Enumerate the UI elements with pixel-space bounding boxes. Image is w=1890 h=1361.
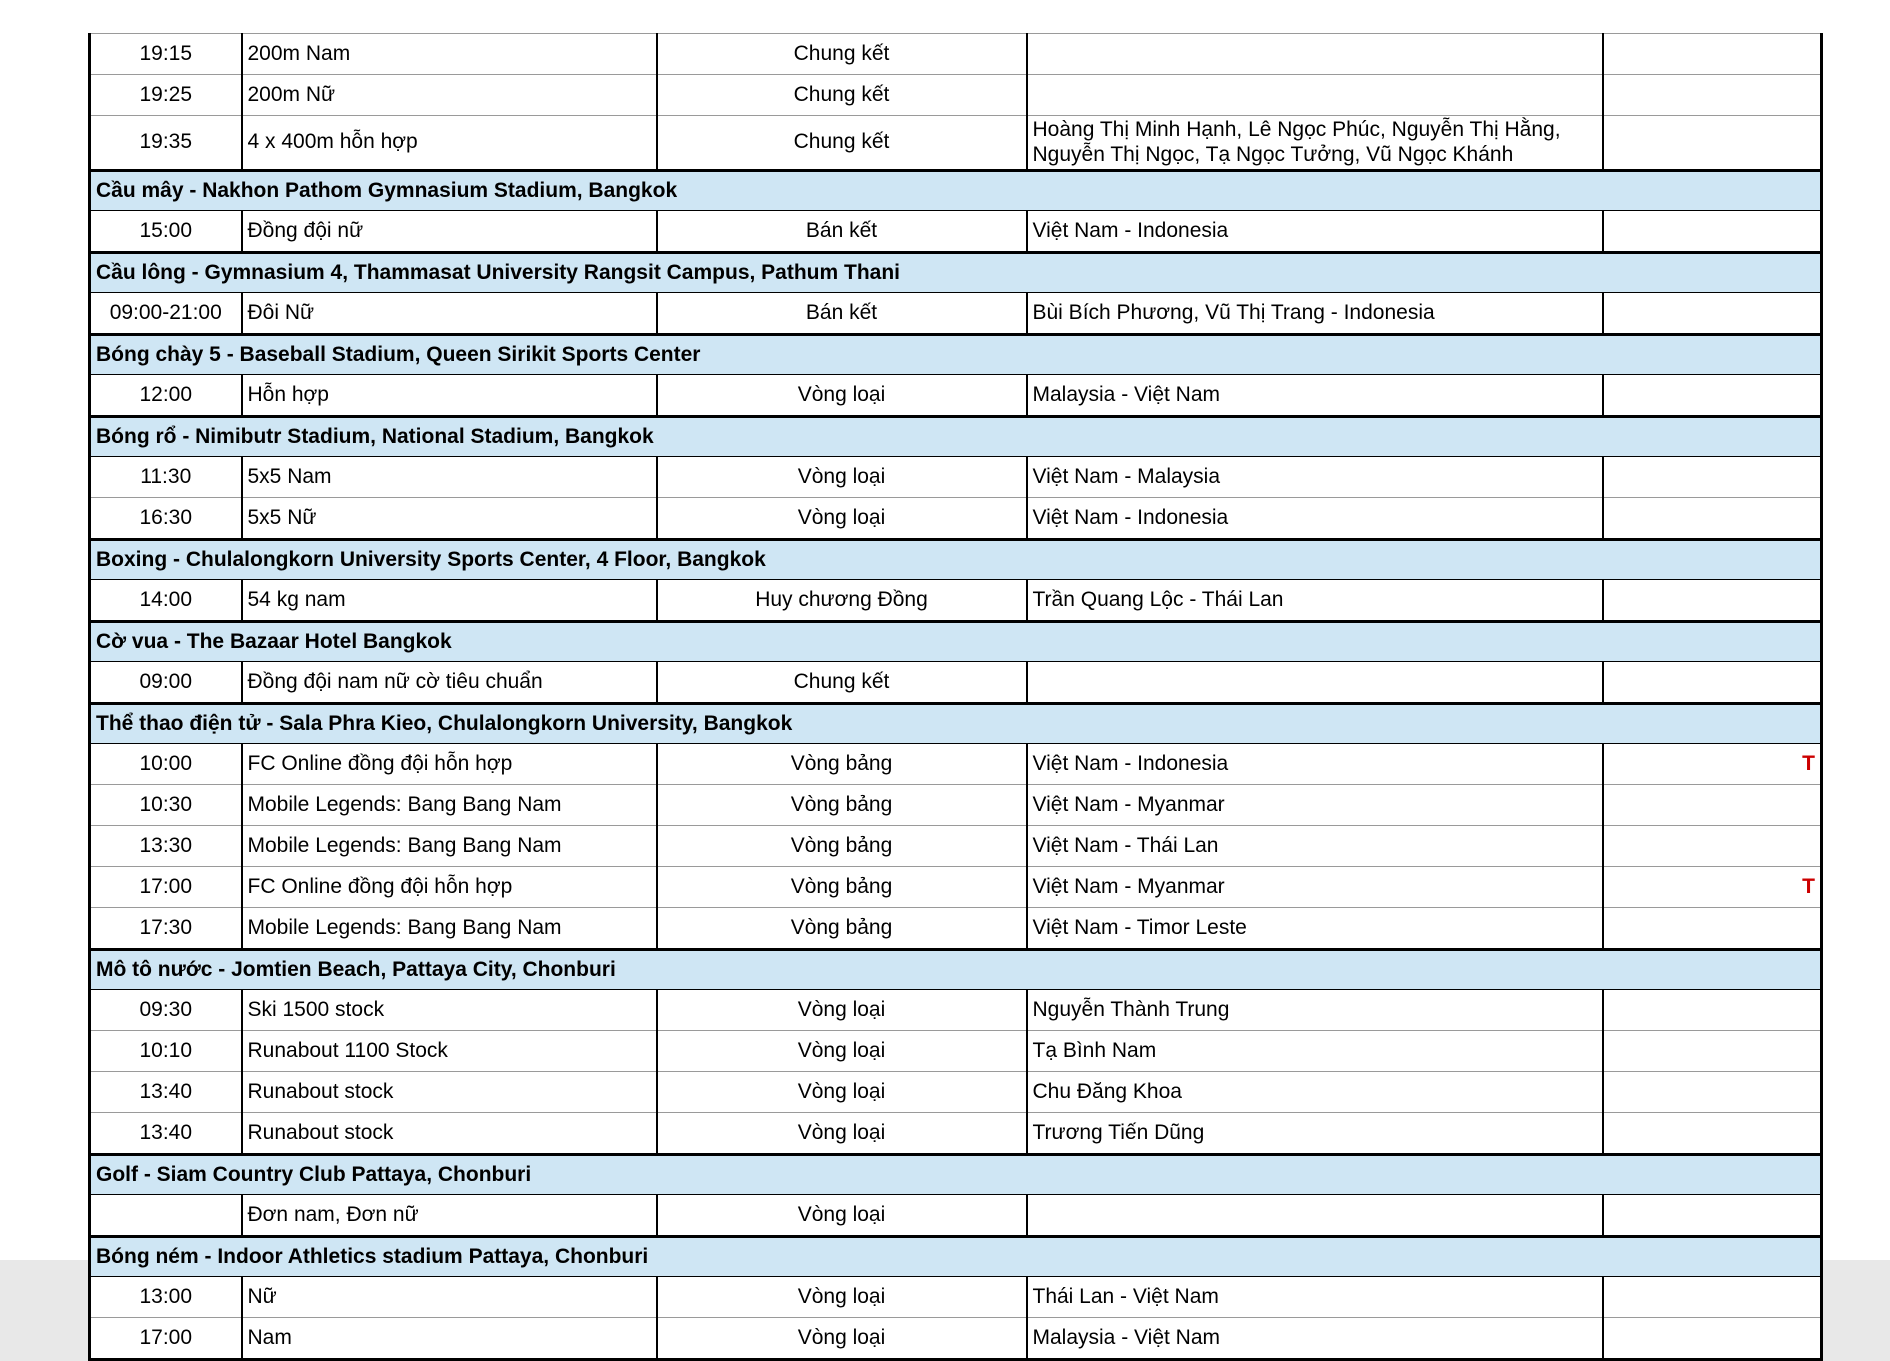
- time-cell: 12:00: [90, 375, 242, 417]
- schedule-row: [90, 457, 1822, 498]
- schedule-row: [90, 744, 1822, 785]
- schedule-row: [90, 662, 1822, 704]
- round-cell: Vòng bảng: [657, 867, 1027, 908]
- schedule-row: [90, 34, 1822, 75]
- venue-header-label: Cờ vua - The Bazaar Hotel Bangkok: [90, 622, 1822, 662]
- note-flag-cell: [1603, 1031, 1822, 1072]
- round-cell: Vòng loại: [657, 1318, 1027, 1360]
- note-flag-cell: [1603, 498, 1822, 540]
- note-flag-cell: [1603, 580, 1822, 622]
- note-flag-cell: [1603, 1318, 1822, 1360]
- schedule-row: [90, 75, 1822, 116]
- schedule-table: [88, 33, 1823, 1361]
- participants-cell: Nguyễn Thành Trung: [1027, 990, 1603, 1031]
- schedule-row: [90, 826, 1822, 867]
- participants-cell: Tạ Bình Nam: [1027, 1031, 1603, 1072]
- event-cell: Ski 1500 stock: [242, 990, 657, 1031]
- venue-header-row: [90, 1155, 1822, 1195]
- schedule-row: [90, 1195, 1822, 1237]
- event-cell: Nam: [242, 1318, 657, 1360]
- note-flag-cell: [1603, 293, 1822, 335]
- note-flag-cell: [1603, 990, 1822, 1031]
- round-cell: Bán kết: [657, 211, 1027, 253]
- round-cell: Chung kết: [657, 75, 1027, 116]
- participants-cell: Việt Nam - Myanmar: [1027, 867, 1603, 908]
- participants-cell: Bùi Bích Phương, Vũ Thị Trang - Indonesia: [1027, 293, 1603, 335]
- schedule-row: [90, 498, 1822, 540]
- schedule-row: [90, 1072, 1822, 1113]
- note-flag-cell: T: [1603, 867, 1822, 908]
- round-cell: Chung kết: [657, 34, 1027, 75]
- note-flag-cell: [1603, 211, 1822, 253]
- event-cell: Đồng đội nữ: [242, 211, 657, 253]
- event-cell: Runabout stock: [242, 1072, 657, 1113]
- event-cell: Mobile Legends: Bang Bang Nam: [242, 785, 657, 826]
- note-flag-cell: [1603, 662, 1822, 704]
- venue-header-label: Golf - Siam Country Club Pattaya, Chonburi: [90, 1155, 1822, 1195]
- participants-cell: Việt Nam - Myanmar: [1027, 785, 1603, 826]
- event-cell: FC Online đồng đội hỗn hợp: [242, 744, 657, 785]
- venue-header-row: [90, 950, 1822, 990]
- schedule-row: [90, 116, 1822, 171]
- round-cell: Vòng bảng: [657, 744, 1027, 785]
- round-cell: Chung kết: [657, 116, 1027, 171]
- event-cell: Đơn nam, Đơn nữ: [242, 1195, 657, 1237]
- time-cell: 11:30: [90, 457, 242, 498]
- participants-cell: [1027, 34, 1603, 75]
- note-flag-cell: [1603, 375, 1822, 417]
- time-cell: 19:35: [90, 116, 242, 171]
- round-cell: Chung kết: [657, 662, 1027, 704]
- time-cell: 13:40: [90, 1113, 242, 1155]
- time-cell: [90, 1195, 242, 1237]
- venue-header-row: [90, 540, 1822, 580]
- time-cell: 17:00: [90, 1318, 242, 1360]
- venue-header-row: [90, 704, 1822, 744]
- round-cell: Vòng loại: [657, 990, 1027, 1031]
- schedule-row: [90, 293, 1822, 335]
- time-cell: 19:15: [90, 34, 242, 75]
- venue-header-row: [90, 171, 1822, 211]
- event-cell: 54 kg nam: [242, 580, 657, 622]
- note-flag-cell: [1603, 1072, 1822, 1113]
- participants-cell: Malaysia - Việt Nam: [1027, 375, 1603, 417]
- venue-header-label: Thể thao điện tử - Sala Phra Kieo, Chulalongkorn University, Bangkok: [90, 704, 1822, 744]
- note-flag-cell: [1603, 116, 1822, 171]
- round-cell: Vòng loại: [657, 457, 1027, 498]
- schedule-row: [90, 990, 1822, 1031]
- event-cell: Mobile Legends: Bang Bang Nam: [242, 826, 657, 867]
- round-cell: Vòng bảng: [657, 908, 1027, 950]
- note-flag-cell: [1603, 1113, 1822, 1155]
- participants-cell: Việt Nam - Timor Leste: [1027, 908, 1603, 950]
- participants-cell: [1027, 662, 1603, 704]
- participants-cell: Trần Quang Lộc - Thái Lan: [1027, 580, 1603, 622]
- participants-cell: Hoàng Thị Minh Hạnh, Lê Ngọc Phúc, Nguyễn Thị Hằng, Nguyễn Thị Ngọc, Tạ Ngọc Tưởng, Vũ Ngọc Khánh: [1027, 116, 1603, 171]
- time-cell: 17:30: [90, 908, 242, 950]
- time-cell: 09:30: [90, 990, 242, 1031]
- round-cell: Vòng bảng: [657, 785, 1027, 826]
- schedule-row: [90, 580, 1822, 622]
- time-cell: 13:40: [90, 1072, 242, 1113]
- participants-cell: Việt Nam - Indonesia: [1027, 211, 1603, 253]
- schedule-table-body: [90, 34, 1822, 1360]
- schedule-row: [90, 1277, 1822, 1318]
- participants-cell: Việt Nam - Malaysia: [1027, 457, 1603, 498]
- note-flag-cell: [1603, 457, 1822, 498]
- event-cell: Runabout 1100 Stock: [242, 1031, 657, 1072]
- event-cell: Nữ: [242, 1277, 657, 1318]
- event-cell: Mobile Legends: Bang Bang Nam: [242, 908, 657, 950]
- event-cell: 200m Nữ: [242, 75, 657, 116]
- event-cell: Đồng đội nam nữ cờ tiêu chuẩn: [242, 662, 657, 704]
- participants-cell: Thái Lan - Việt Nam: [1027, 1277, 1603, 1318]
- venue-header-row: [90, 335, 1822, 375]
- schedule-row: [90, 785, 1822, 826]
- time-cell: 10:00: [90, 744, 242, 785]
- event-cell: Runabout stock: [242, 1113, 657, 1155]
- venue-header-label: Bóng ném - Indoor Athletics stadium Pattaya, Chonburi: [90, 1237, 1822, 1277]
- venue-header-label: Cầu lông - Gymnasium 4, Thammasat University Rangsit Campus, Pathum Thani: [90, 253, 1822, 293]
- schedule-row: [90, 867, 1822, 908]
- round-cell: Vòng bảng: [657, 826, 1027, 867]
- venue-header-row: [90, 253, 1822, 293]
- time-cell: 15:00: [90, 211, 242, 253]
- participants-cell: Việt Nam - Indonesia: [1027, 744, 1603, 785]
- venue-header-row: [90, 417, 1822, 457]
- event-cell: Đôi Nữ: [242, 293, 657, 335]
- participants-cell: Việt Nam - Thái Lan: [1027, 826, 1603, 867]
- participants-cell: Malaysia - Việt Nam: [1027, 1318, 1603, 1360]
- participants-cell: [1027, 1195, 1603, 1237]
- event-cell: 4 x 400m hỗn hợp: [242, 116, 657, 171]
- time-cell: 10:10: [90, 1031, 242, 1072]
- note-flag-cell: [1603, 1195, 1822, 1237]
- time-cell: 09:00: [90, 662, 242, 704]
- schedule-row: [90, 375, 1822, 417]
- schedule-row: [90, 211, 1822, 253]
- round-cell: Bán kết: [657, 293, 1027, 335]
- time-cell: 17:00: [90, 867, 242, 908]
- note-flag-cell: [1603, 908, 1822, 950]
- note-flag-cell: [1603, 1277, 1822, 1318]
- event-cell: FC Online đồng đội hỗn hợp: [242, 867, 657, 908]
- venue-header-row: [90, 622, 1822, 662]
- participants-cell: Chu Đăng Khoa: [1027, 1072, 1603, 1113]
- round-cell: Vòng loại: [657, 1031, 1027, 1072]
- note-flag-cell: [1603, 75, 1822, 116]
- round-cell: Vòng loại: [657, 1072, 1027, 1113]
- round-cell: Vòng loại: [657, 1113, 1027, 1155]
- round-cell: Huy chương Đồng: [657, 580, 1027, 622]
- time-cell: 13:30: [90, 826, 242, 867]
- time-cell: 13:00: [90, 1277, 242, 1318]
- schedule-row: [90, 1318, 1822, 1360]
- event-cell: 5x5 Nam: [242, 457, 657, 498]
- round-cell: Vòng loại: [657, 1277, 1027, 1318]
- note-flag-cell: [1603, 826, 1822, 867]
- event-cell: Hỗn hợp: [242, 375, 657, 417]
- event-cell: 200m Nam: [242, 34, 657, 75]
- round-cell: Vòng loại: [657, 498, 1027, 540]
- time-cell: 14:00: [90, 580, 242, 622]
- venue-header-row: [90, 1237, 1822, 1277]
- participants-cell: Trương Tiến Dũng: [1027, 1113, 1603, 1155]
- time-cell: 16:30: [90, 498, 242, 540]
- time-cell: 10:30: [90, 785, 242, 826]
- participants-cell: [1027, 75, 1603, 116]
- note-flag-cell: [1603, 34, 1822, 75]
- time-cell: 09:00-21:00: [90, 293, 242, 335]
- schedule-row: [90, 1113, 1822, 1155]
- venue-header-label: Bóng rổ - Nimibutr Stadium, National Stadium, Bangkok: [90, 417, 1822, 457]
- event-cell: 5x5 Nữ: [242, 498, 657, 540]
- venue-header-label: Cầu mây - Nakhon Pathom Gymnasium Stadium, Bangkok: [90, 171, 1822, 211]
- participants-cell: Việt Nam - Indonesia: [1027, 498, 1603, 540]
- venue-header-label: Bóng chày 5 - Baseball Stadium, Queen Sirikit Sports Center: [90, 335, 1822, 375]
- round-cell: Vòng loại: [657, 1195, 1027, 1237]
- note-flag-cell: [1603, 785, 1822, 826]
- note-flag-cell: T: [1603, 744, 1822, 785]
- venue-header-label: Boxing - Chulalongkorn University Sports Center, 4 Floor, Bangkok: [90, 540, 1822, 580]
- time-cell: 19:25: [90, 75, 242, 116]
- schedule-row: [90, 908, 1822, 950]
- round-cell: Vòng loại: [657, 375, 1027, 417]
- schedule-row: [90, 1031, 1822, 1072]
- venue-header-label: Mô tô nước - Jomtien Beach, Pattaya City, Chonburi: [90, 950, 1822, 990]
